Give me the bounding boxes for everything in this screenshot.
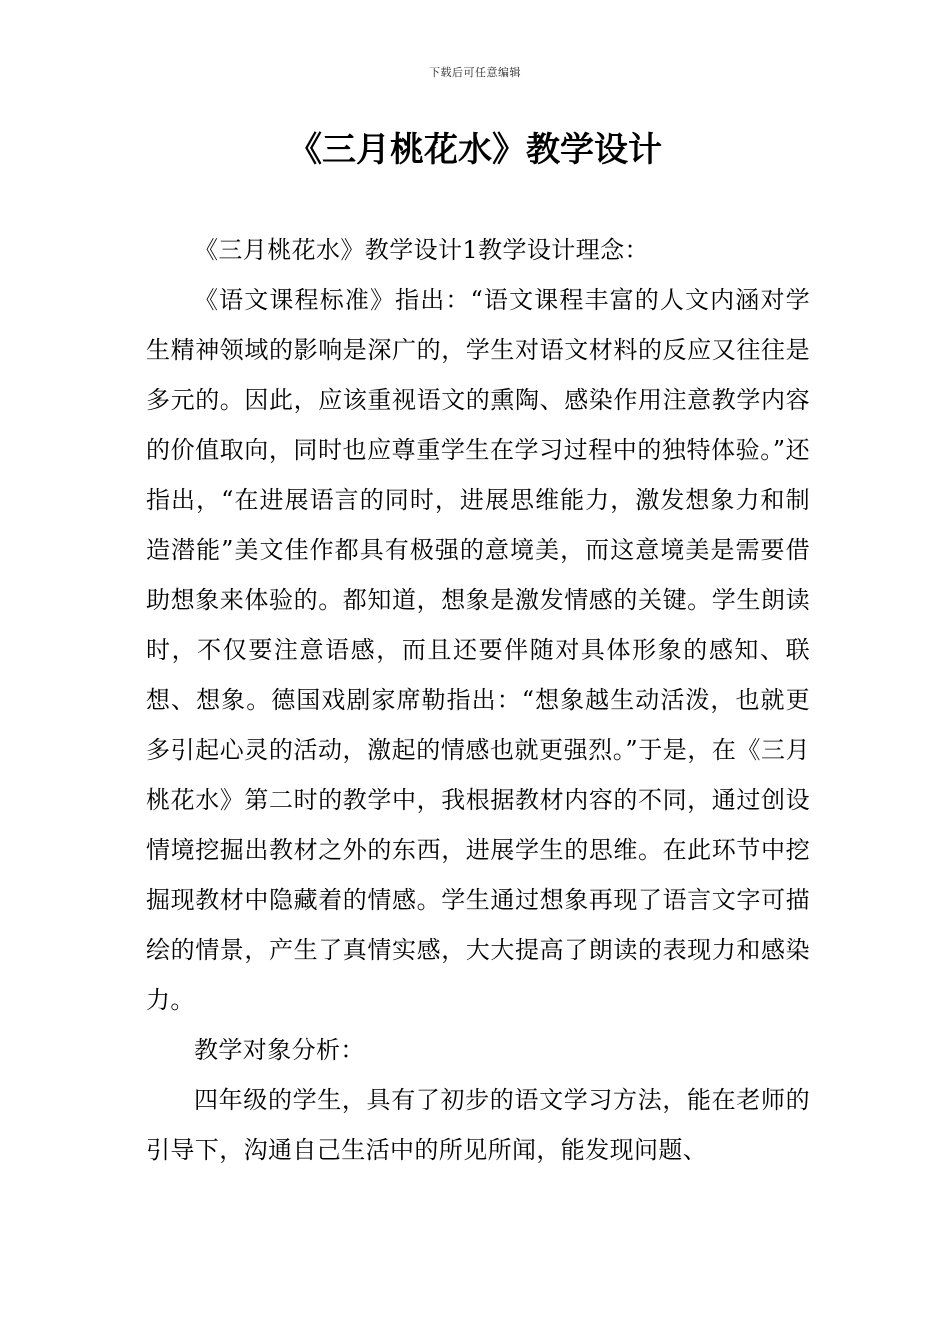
header-note: 下载后可任意编辑 [429,66,521,79]
paragraph-audience-heading: 教学对象分析： [194,1036,365,1064]
paragraph-curriculum-standard: 《语文课程标准》指出：“语文课程丰富的人文内涵对学生精神领域的影响是深广的，学生对语文材料的反应又往往是多元的。因此，应该重视语文的熏陶、感染作用注意教学内容的价值取向，同时也应尊重学生在学习过程中的独特体验。”还指出，“在进展语言的同时，进展思维能力，激发想象力和制造潜能”美文佳作都具有极强的意境美，而这意境美是需要借助想象来体验的。都知道，想象是激发情感的关键。学生朗读时，不仅要注意语感，而且还要伴随对具体形象的感知、联想、想象。德国戏剧家席勒指出：“想象越生动活泼，也就更多引起心灵的活动，激起的情感也就更强烈。”于是，在《三月桃花水》第二时的教学中，我根据教材内容的不同，通过创设情境挖掘出教材之外的东西，进展学生的思维。在此环节中挖掘现教材中隐藏着的情感。学生通过想象再现了语言文字可描绘的情景，产生了真情实感，大大提高了朗读的表现力和感染力。 [146,286,810,1014]
paragraph-audience-description: 四年级的学生，具有了初步的语文学习方法，能在老师的引导下，沟通自己生活中的所见所闻，能发现问题、 [146,1086,810,1164]
paragraph-design-concept: 《三月桃花水》教学设计1教学设计理念： [194,236,649,264]
document-body [146,225,810,1175]
document-title: 《三月桃花水》教学设计 [288,130,662,170]
